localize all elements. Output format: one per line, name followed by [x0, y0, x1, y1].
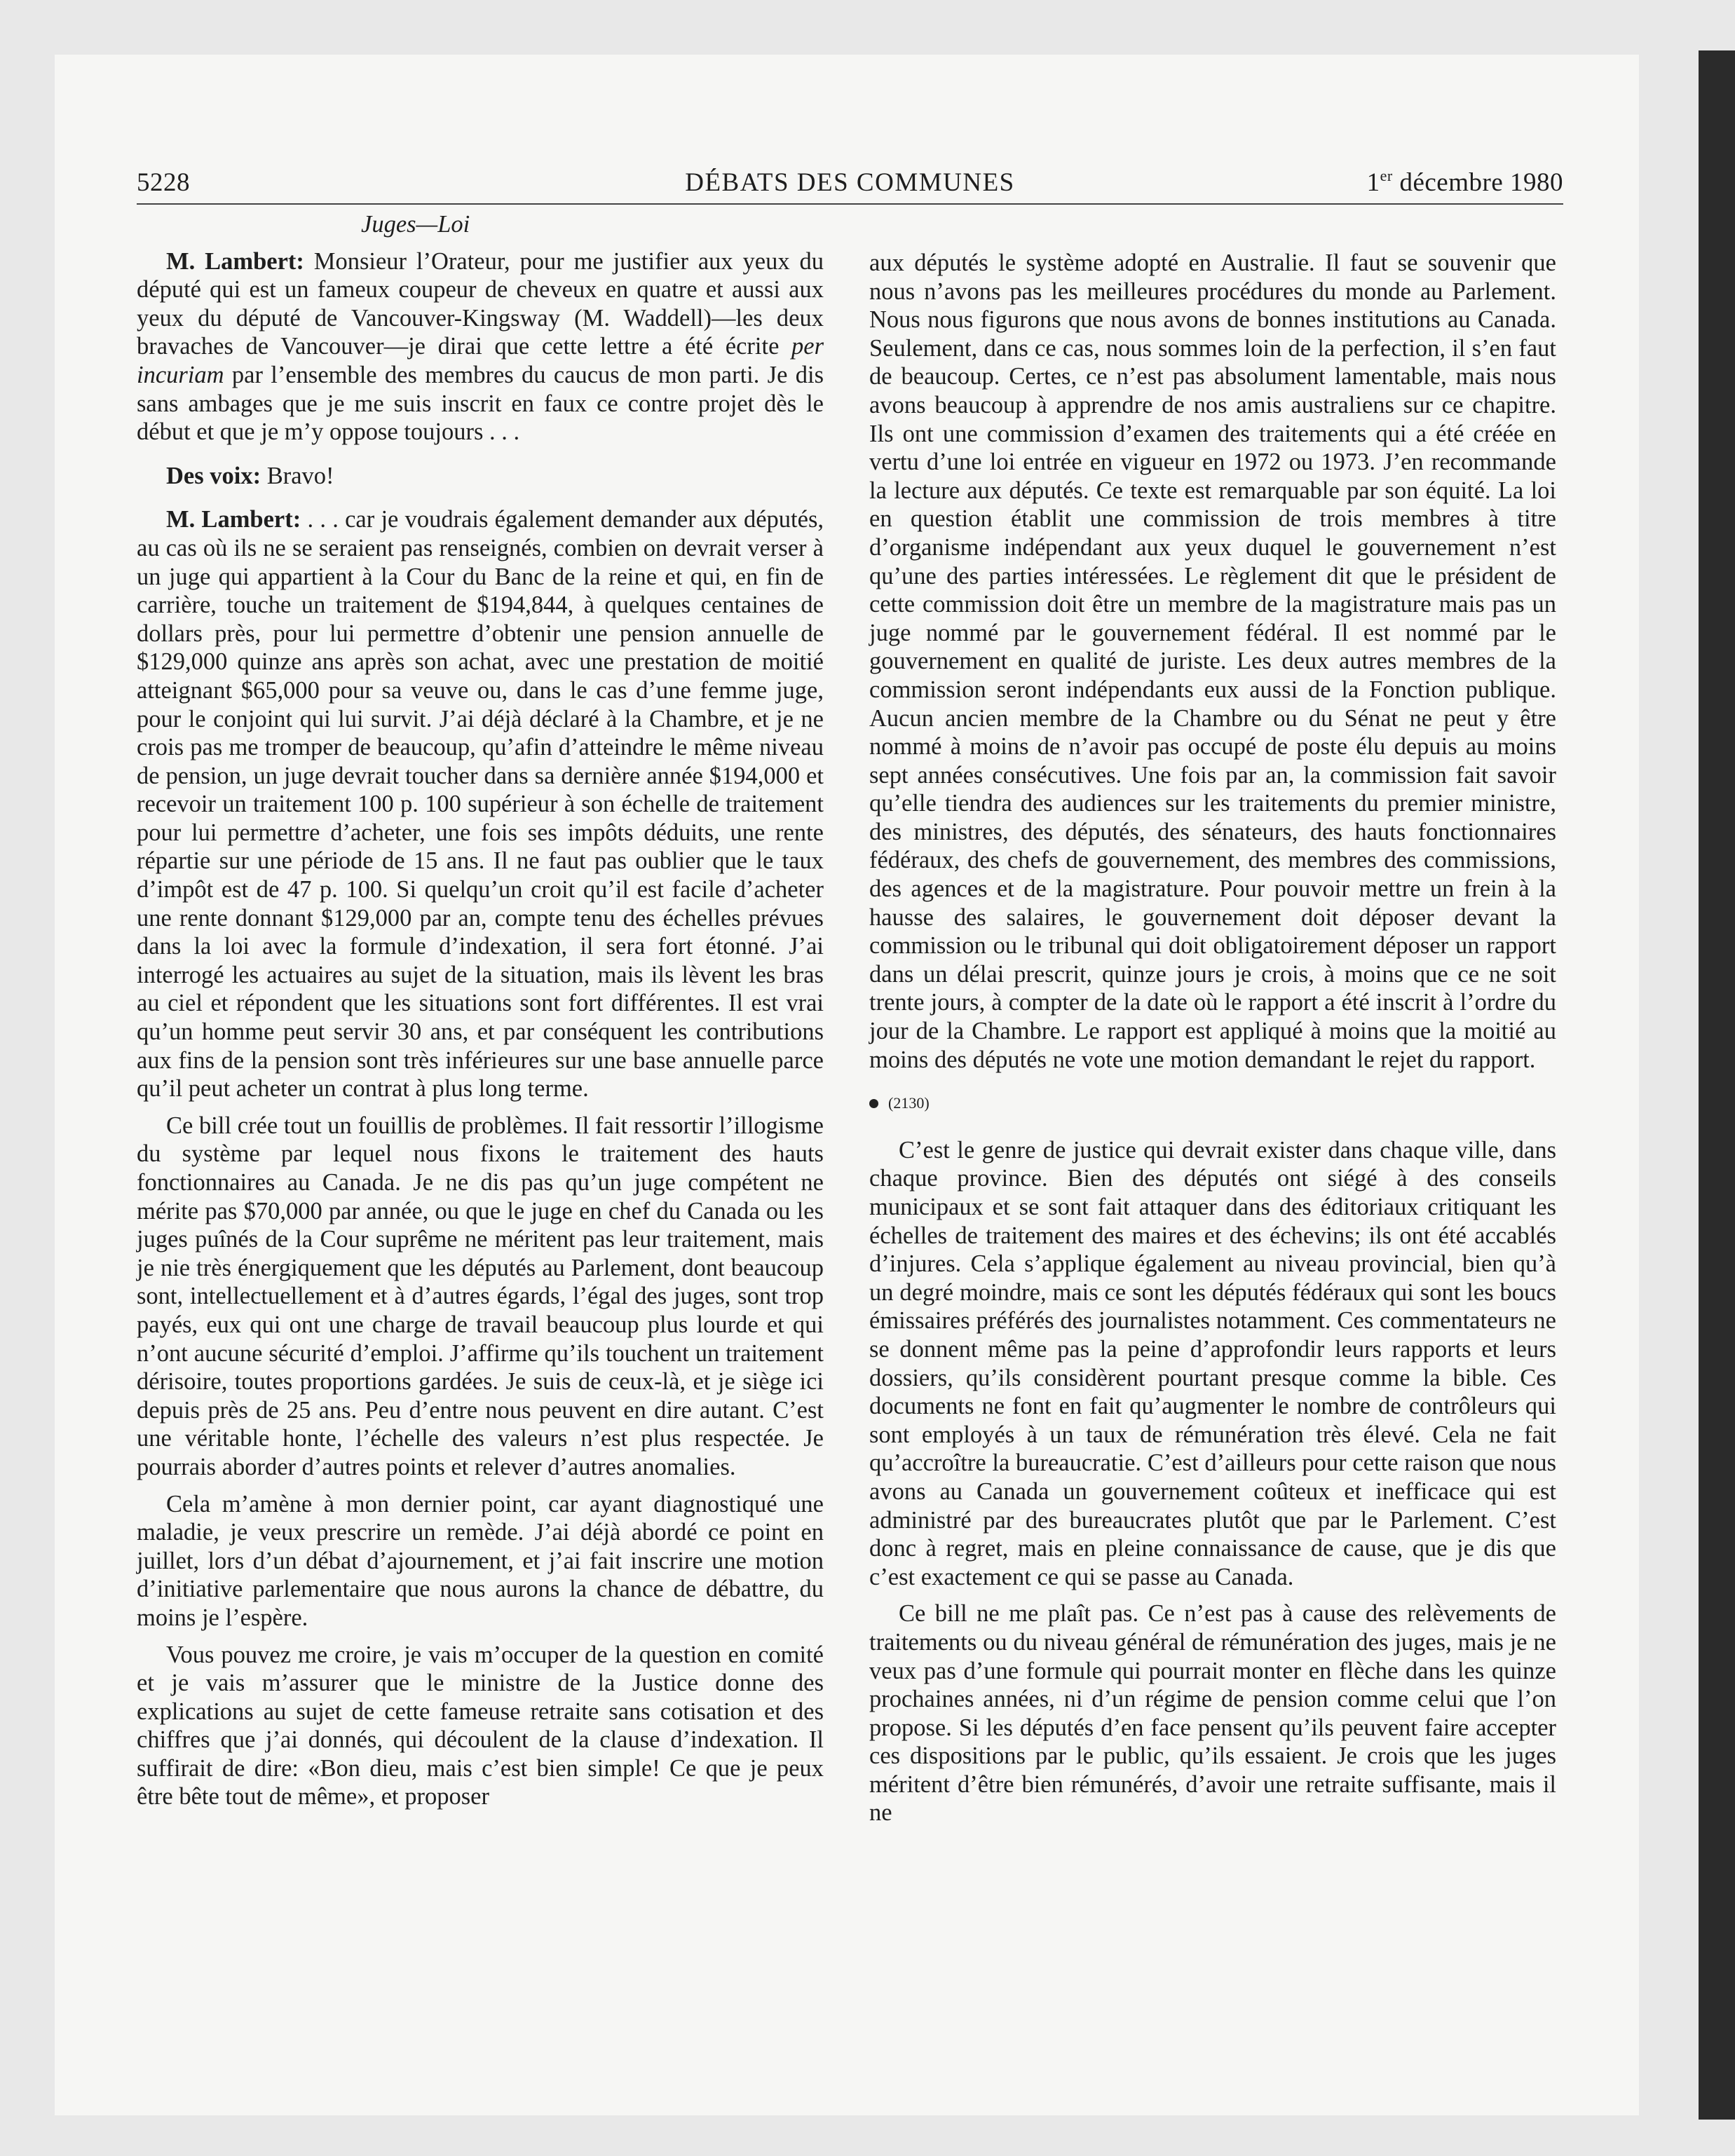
speaker-label: M. Lambert: [166, 247, 304, 275]
page-date [1367, 167, 1563, 198]
date-day: 1 [1366, 168, 1380, 197]
paragraph-text: Bravo! [261, 462, 334, 489]
italic-phrase: per incuriam [137, 333, 824, 388]
paragraph-bill-displeasure: Ce bill ne me plaît pas. Ce n’est pas à cause des relèvements de traitements ou du niveau général de rémunération des juges, mais je ne veux pas d’une formule qui pourrait monter en flèche dans les quinze prochaines années, ni d’un régime de pension comme celui que l’on propose. Si les députés d’en face pensent qu’ils peuvent faire accepter ces dispositions par le public, qu’ils essaient. Je crois que les juges méritent d’être bien rémunérés, d’avoir une retraite suffisante, mais il ne [869, 1600, 1556, 1827]
paragraph-lambert-1 [137, 247, 824, 446]
speaker-label: M. Lambert: [166, 506, 301, 533]
time-marker-text: (2130) [888, 1094, 930, 1112]
right-column [869, 249, 1556, 1827]
paragraph-committee: Vous pouvez me croire, je vais m’occuper de la question en comité et je vais m’assurer que le ministre de la Justice donne des explications au sujet de cette fameuse retraite sans cotisation et des chiffres que j’ai donnés, qui découlent de la clause d’indexation. Il suffirait de dire: «Bon dieu, mais c’est bien simple! Ce que je peux être bête tout de même», et proposer [137, 1641, 824, 1810]
paragraph-lambert-2 [137, 505, 824, 1103]
paragraph-text: . . . car je voudrais également demander aux députés, au cas où ils ne se seraient pas renseignés, combien on devrait verser à un juge qui appartient à la Cour du Banc de la reine et qui, en fin de carrière, touche un traitement de $194,844, à quelques centaines de dollars près, pour lui permettre d’obtenir une pension annuelle de $129,000 quinze ans après son achat, avec une prestation de moitié atteignant $65,000 pour sa veuve ou, dans le cas d’une femme juge, pour le conjoint qui lui survit. J’ai déjà déclaré à la Chambre, et je ne crois pas me tromper de beaucoup, qu’afin d’atteindre le même niveau de pension, un juge devrait toucher dans sa dernière année $194,000 et recevoir un traitement 100 p. 100 supérieur à son échelle de traitement pour lui permettre d’acheter, une fois ses impôts déduits, une rente répartie sur une période de 15 ans. Il ne faut pas oublier que le taux d’impôt est de 47 p. 100. Si quelqu’un croit qu’il est facile d’acheter une rente donnant $129,000 par an, compte tenu des échelles prévues dans la loi avec la formule d’indexation, il sera fort étonné. J’ai interrogé les actuaires au sujet de la situation, mais ils lèvent les bras au ciel et répondent que les situations sont fort différentes. Il est vrai qu’un homme peut servir 30 ans, et par conséquent les contributions aux fins de la pension sont très inférieures sur une base annuelle parce qu’il peut acheter un contrat à plus long terme. [137, 506, 824, 1103]
paragraph-text: par l’ensemble des membres du caucus de mon parti. Je dis sans ambages que je me suis inscrit en faux ce contre projet dès le début et que je m’y oppose toujours . . . [137, 361, 824, 446]
speaker-label: Des voix: [166, 462, 261, 489]
section-subhead: Juges—Loi [361, 211, 470, 238]
page-header [137, 163, 1563, 205]
time-marker [869, 1089, 1556, 1118]
paragraph-bill-problems: Ce bill crée tout un fouillis de problèmes. Il fait ressortir l’illogisme du système par lequel nous fixons le traitement des hauts fonctionnaires au Canada. Je ne dis pas qu’un juge compétent ne mérite pas $70,000 par année, ou que le juge en chef du Canada ou les juges puînés de la Cour suprême ne méritent pas leur traitement, mais je nie très énergiquement que les députés au Parlement, dont beaucoup sont, intellectuellement et à d’autres égards, l’égal des juges, sont trop payés, eux qui ont une charge de travail beaucoup plus lourde et qui n’ont aucune sécurité d’emploi. J’affirme qu’ils touchent un traitement dérisoire, toutes proportions gardées. Je suis de ceux-là, et je siège ici depuis près de 25 ans. Peu d’entre nous peuvent en dire autant. C’est une véritable honte, l’échelle des valeurs n’est plus respectée. Je pourrais aborder d’autres points et relever d’autres anomalies. [137, 1112, 824, 1480]
publication-title: DÉBATS DES COMMUNES [685, 168, 1015, 197]
date-superscript: er [1380, 167, 1393, 184]
left-column [137, 210, 824, 1811]
paragraph-justice: C’est le genre de justice qui devrait exister dans chaque ville, dans chaque province. Bien des députés ont siégé à des conseils municipaux et se sont fait attaquer dans des éditoriaux critiquant les échelles de traitement des maires et des échevins; ils ont été accablés d’injures. Cela s’applique également au niveau provincial, bien qu’à un degré moindre, mais ce sont les députés fédéraux qui sont les boucs émissaires préférés des journalistes notamment. Ces commentateurs ne se donnent même pas la peine d’approfondir leurs rapports et leurs dossiers, qu’ils considèrent pourtant presque comme la bible. Ces documents ne font en fait qu’augmenter le nombre de contrôleurs qui sont employés à un taux de rémunération très élevé. Cela ne fait qu’accroître la bureaucratie. C’est d’ailleurs pour cette raison que nous avons au Canada un gouvernement coûteux et inefficace qui est administré par des bureaucrates plutôt que par le Parlement. C’est donc à regret, mais en pleine connaissance de cause, que je dis que c’est exactement ce qui se passe au Canada. [869, 1136, 1556, 1590]
paragraph-voices [137, 462, 824, 491]
scan-edge-bar [1699, 50, 1735, 2120]
paragraph-australia: aux députés le système adopté en Australie. Il faut se souvenir que nous n’avons pas les meilleures procédures du monde au Parlement. Nous nous figurons que nous avons de bonnes institutions au Canada. Seulement, dans ce cas, nous sommes loin de la perfection, il s’en faut de beaucoup. Certes, ce n’est pas absolument lamentable, mais nous avons beaucoup à apprendre de nos amis australiens sur ce chapitre. Ils ont une commission d’examen des traitements qui a été créée en vertu d’une loi entrée en vigueur en 1972 ou 1973. J’en recommande la lecture aux députés. Ce texte est remarquable par son équité. La loi en question établit une commission de trois membres à titre d’organisme indépendant aux yeux duquel le gouvernement n’est qu’une des parties intéressées. Le règlement dit que le président de cette commission doit être un membre de la magistrature mais pas un juge nommé par le gouvernement fédéral. Il est nommé par le gouvernement en qualité de juriste. Les deux autres membres de la commission seront indépendants eux aussi de la Fonction publique. Aucun ancien membre de la Chambre ou du Sénat ne peut y être nommé à moins de n’avoir pas occupé de poste élu depuis au moins sept années consécutives. Une fois par an, la commission fait savoir qu’elle tiendra des audiences sur les traitements du premier ministre, des ministres, des députés, des sénateurs, des hauts fonctionnaires fédéraux, des chefs de gouvernement, des membres des commissions, des agences et de la magistrature. Pour pouvoir mettre un frein à la hausse des salaires, le gouvernement doit déposer devant la commission ou le tribunal qui doit obligatoirement déposer un rapport dans un délai prescrit, quinze jours je crois, à moins que ce ne soit trente jours, à compter de la date où le rapport a été inscrit à l’ordre du jour de la Chambre. Le rapport est appliqué à moins que la moitié au moins des députés ne vote une motion demandant le rejet du rapport. [869, 250, 1556, 1073]
paragraph-text: Monsieur l’Orateur, pour me justifier aux yeux du député qui est un fameux coupeur de cheveux en quatre et aussi aux yeux du député de Vancouver-Kingsway (M. Waddell)—les deux bravaches de Vancouver—je dirai que cette lettre a été écrite [137, 247, 824, 360]
page-number: 5228 [137, 168, 190, 197]
date-rest: décembre 1980 [1392, 168, 1563, 197]
bullet-dot-icon [869, 1099, 878, 1108]
paragraph-last-point: Cela m’amène à mon dernier point, car ayant diagnostiqué une maladie, je veux prescrire un remède. J’ai déjà abordé ce point en juillet, lors d’un débat d’ajournement, et j’ai fait inscrire une motion d’initiative parlementaire que nous aurons la chance de débattre, du moins je l’espère. [137, 1490, 824, 1631]
